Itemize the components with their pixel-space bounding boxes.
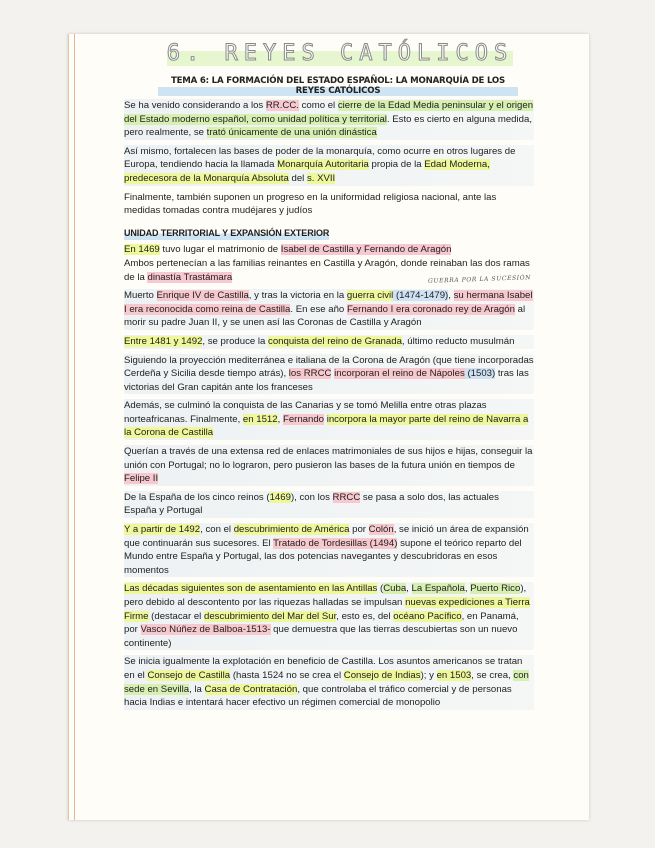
highlighted-text: incorpora la mayor parte del reino de Navarra a la Corona de Castilla — [124, 413, 529, 439]
highlighted-text: Consejo de Indias — [343, 669, 421, 681]
text-run: Además, se culminó la conquista de las Canarias y se tomó Melilla entre otras plazas norteafricanas. Finalmente, — [124, 400, 487, 425]
paragraph — [124, 191, 534, 218]
highlighted-text: (1503) — [464, 368, 496, 380]
text-run: al morir su padre Juan II, y se unen así las Coronas de Castilla y Aragón — [124, 303, 526, 329]
highlighted-text: nuevas expediciones a Tierra Firme — [124, 597, 530, 622]
text-run: , con el — [200, 524, 234, 536]
highlighted-text: Monarquía Autoritaria — [277, 159, 369, 171]
highlighted-text: océano Pacífico — [393, 610, 462, 622]
text-run: ( — [377, 583, 384, 595]
highlighted-text: Cuba — [383, 583, 407, 595]
paragraph — [124, 399, 534, 440]
highlighted-text: los RRCC — [288, 368, 332, 380]
text-run: como el — [298, 100, 338, 111]
section-heading: UNIDAD TERRITORIAL Y EXPANSIÓN EXTERIOR — [124, 227, 329, 241]
highlighted-text: Casa de Contratación — [204, 683, 298, 695]
highlighted-text: Isabel de Castilla y Fernando de Aragón — [280, 244, 452, 256]
text-run: propia de la — [368, 159, 425, 171]
text-run: . En ese año — [290, 303, 347, 315]
paragraph — [124, 99, 534, 140]
text-run: , se crea, — [471, 669, 514, 681]
text-run: , la — [189, 683, 205, 695]
highlighted-text: descubrimiento del Mar del Sur — [203, 610, 337, 622]
text-run: Ambos pertenecían a las familias reinantes en Castilla y Aragón, donde reinaban las dos ramas de la — [124, 257, 530, 283]
highlighted-text: s. XVII — [306, 172, 336, 184]
highlighted-text: en 1512 — [242, 413, 278, 425]
highlighted-text: cierre de la Edad Media peninsular y el origen del Estado moderno español, como unidad política y territorial — [124, 100, 534, 125]
highlighted-text: descubrimiento de América — [233, 524, 350, 536]
highlighted-text: trató únicamente de una unión dinástica — [206, 127, 377, 139]
highlighted-text: RRCC — [332, 491, 361, 503]
text-run: ), con los — [290, 491, 333, 503]
highlighted-text: con sede en Sevilla — [124, 669, 529, 695]
highlighted-text: Fernando — [282, 413, 325, 425]
highlighted-text: Entre 1481 y 1492 — [124, 335, 203, 347]
text-run: . Esto es cierto en alguna medida, pero realmente, se — [124, 113, 532, 139]
text-run: , — [464, 583, 471, 595]
highlighted-text: 1469 — [269, 491, 291, 503]
text-run: Así mismo, fortalecen las bases de poder de la monarquía, como ocurre en otros lugares de Europa, tendiendo hacia la llamada — [124, 145, 516, 171]
highlighted-text: Puerto Rico — [470, 583, 521, 595]
text-run: , que controlaba el tráfico comercial y de personas hacia Indias e intentará hacer efectivo un régimen comercial de monopolio — [124, 683, 512, 709]
text-run: , esto es, del — [336, 610, 394, 622]
highlighted-text: conquista del reino de Granada — [268, 335, 402, 347]
text-run: (hasta 1524 no se crea el — [230, 669, 344, 681]
text-run: Se ha venido considerando a los — [124, 100, 266, 111]
highlighted-text: Fernando I era coronado rey de Aragón — [346, 303, 515, 315]
paragraph — [124, 335, 534, 349]
document-body — [124, 99, 534, 715]
text-run: , y tras la victoria en la — [248, 290, 347, 302]
text-run: , — [277, 413, 283, 425]
text-run: supone el teórico reparto del Mundo entre España y Portugal, las dos potencias navegantes y descubridoras en esos momentos — [124, 537, 522, 576]
highlighted-text: Tratado de Tordesillas (1494) — [273, 537, 398, 549]
highlighted-text: dinastía Trastámara — [147, 271, 233, 283]
text-run: , último reducto musulmán — [401, 335, 515, 347]
highlighted-text: La Española — [411, 583, 465, 595]
text-run: Querían a través de una extensa red de enlaces matrimoniales de sus hijos e hijas, conseguir la unión con Portugal; no lo lograron, pero pusieron las bases de la futura unión en tiempos de — [124, 446, 533, 471]
text-run: que demuestra que las tierras descubiertas son un nuevo continente) — [124, 624, 518, 649]
paragraph — [124, 289, 534, 330]
highlighted-text: Las décadas siguientes son de asentamiento en las Antillas — [124, 583, 378, 595]
text-run: De la España de los cinco reinos ( — [124, 491, 270, 503]
highlighted-text: RR.CC. — [265, 100, 299, 111]
text-run: del — [288, 172, 307, 184]
text-run: Se inicia igualmente la explotación en beneficio de Castilla. Los asuntos americanos se tratan en el — [124, 656, 523, 681]
highlighted-text: (1474-1479) — [393, 290, 449, 302]
highlighted-text: Y a partir de 1492 — [124, 524, 201, 536]
paragraph — [124, 243, 534, 284]
highlighted-text: En 1469 — [124, 244, 160, 256]
text-run: por — [349, 524, 369, 536]
text-run: , en Panamá, por — [124, 610, 519, 636]
highlighted-text: incorporan el reino de Nápoles — [334, 368, 465, 380]
text-run: se pasa a solo dos, las actuales España y Portugal — [124, 491, 499, 517]
highlighted-text: Edad Moderna, predecesora de la Monarquía Absoluta — [124, 159, 490, 184]
text-run: ), pero debido al descontento por las riquezas halladas se impulsan — [124, 583, 527, 608]
text-run: tuvo lugar el matrimonio de — [159, 244, 281, 256]
text-run: , — [406, 583, 412, 595]
paragraph — [124, 523, 534, 577]
highlighted-text: en 1503 — [436, 669, 472, 681]
highlighted-text: Colón — [368, 524, 394, 536]
page-subtitle: TEMA 6: LA FORMACIÓN DEL ESTADO ESPAÑOL: LA MONARQUÍA DE LOS REYES CATÓLICOS — [158, 76, 518, 96]
text-run: tras las victorias del Gran capitán ante los franceses — [124, 368, 529, 393]
paragraph — [124, 582, 534, 650]
highlighted-text: Felipe II — [124, 473, 159, 485]
margin-line — [74, 34, 75, 820]
paragraph — [124, 354, 534, 395]
highlighted-text: Vasco Núñez de Balboa-1513- — [140, 624, 271, 636]
text-run: , se produce la — [202, 335, 269, 347]
text-run: (destacar el — [148, 610, 204, 622]
paragraph — [124, 145, 534, 186]
text-run: Muerto — [124, 290, 157, 302]
page-title — [140, 41, 540, 66]
text-run: , se inició un área de expansión que continuarán sus sucesores. El — [124, 524, 529, 549]
paragraph — [124, 491, 534, 518]
paragraph — [124, 445, 534, 486]
paragraph — [124, 655, 534, 709]
text-run: Finalmente, también suponen un progreso en la uniformidad religiosa nacional, ante las medidas tomadas contra mudéjares y judíos — [124, 191, 497, 217]
highlighted-text: su hermana Isabel I era reconocida como reina de Castilla — [124, 290, 533, 315]
highlighted-text: guerra civil — [346, 290, 394, 302]
page-title-text: 6. REYES CATÓLICOS — [166, 41, 514, 66]
margin-note: GUERRA POR LA SUCESIÓN — [427, 274, 532, 285]
text-run: ); y — [420, 669, 437, 681]
highlighted-text: Enrique IV de Castilla — [156, 290, 249, 302]
highlighted-text: Consejo de Castilla — [147, 669, 231, 681]
text-run: Siguiendo la proyección mediterránea e italiana de la Corona de Aragón (que tiene incorporadas Cerdeña y Sicilia desde tiempo atrás), — [124, 354, 534, 380]
text-run: , — [448, 290, 454, 302]
